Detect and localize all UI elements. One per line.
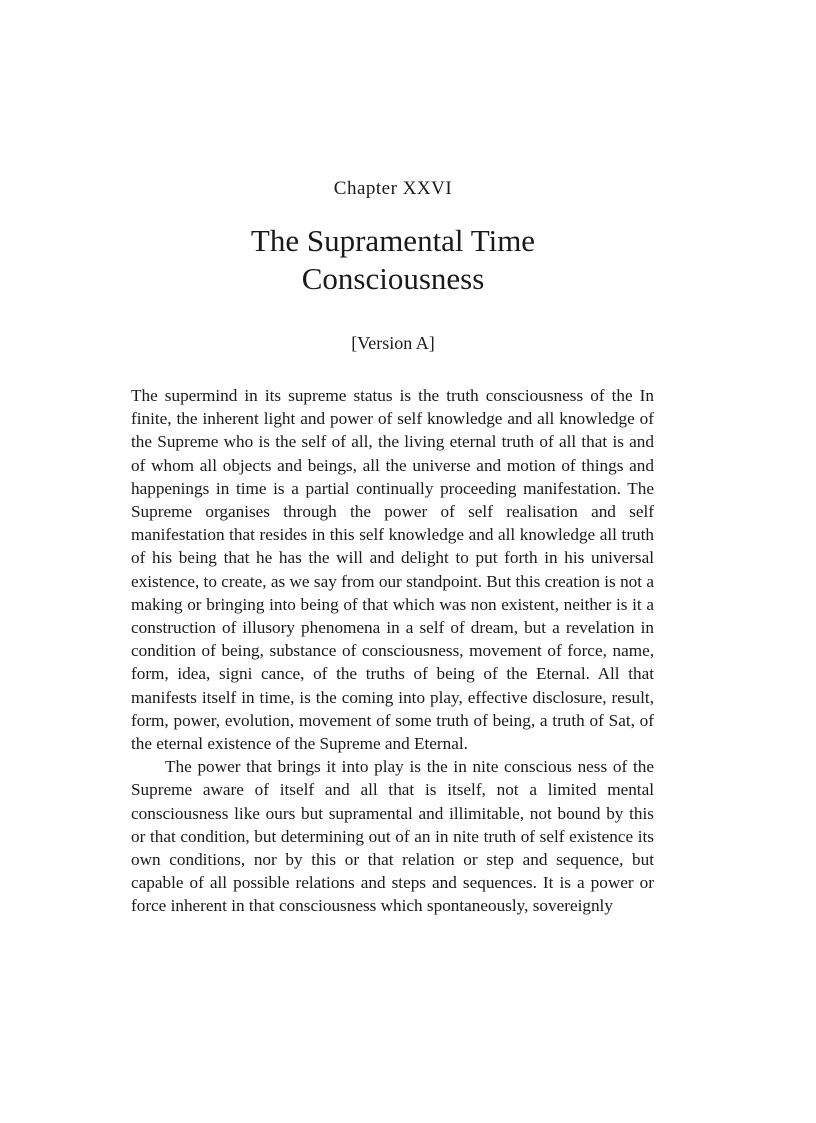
paragraph-1: The supermind in its supreme status is the truth consciousness of the In finite, the inherent light and power of self knowledge and all knowledge of the Supreme who is the self of all, the living eternal truth of all that is and of whom all objects and beings, all the universe and motion of things and happenings in time is a partial continually proceeding manifestation. The Supreme organises through the power of self realisation and self manifestation that resides in this self knowledge and all knowledge all truth of his being that he has the will and delight to put forth in his universal existence, to create, as we say from our standpoint. But this creation is not a making or bringing into being of that which was non existent, neither is it a construction of illusory phenomena in a self of dream, but a revelation in condition of being, substance of consciousness, movement of force, name, form, idea, signi cance, of the truths of being of the Eternal. All that manifests itself in time, is the coming into play, effective disclosure, result, form, power, evolution, movement of some truth of being, a truth of Sat, of the eternal existence of the Supreme and Eternal. xyxy=(131,386,654,754)
paragraph-2: The power that brings it into play is the in nite conscious ness of the Supreme aware of itself and all that is itself, not a limited mental consciousness like ours but supramental and illimitable, not bound by this or that condition, but determining out of an in nite truth of self existence its own conditions, nor by this or that relation or step and sequence, but capable of all possible relations and steps and sequences. It is a power or force inherent in that consciousness which spontaneously, sovereignly xyxy=(131,757,654,916)
chapter-title xyxy=(0,222,786,298)
chapter-title-line-2: Consciousness xyxy=(301,261,485,296)
chapter-label: Chapter XXVI xyxy=(333,178,453,199)
body-text xyxy=(131,384,654,918)
chapter-title-line-1: The Supramental Time xyxy=(250,223,536,258)
version-label: [Version A] xyxy=(351,333,435,353)
